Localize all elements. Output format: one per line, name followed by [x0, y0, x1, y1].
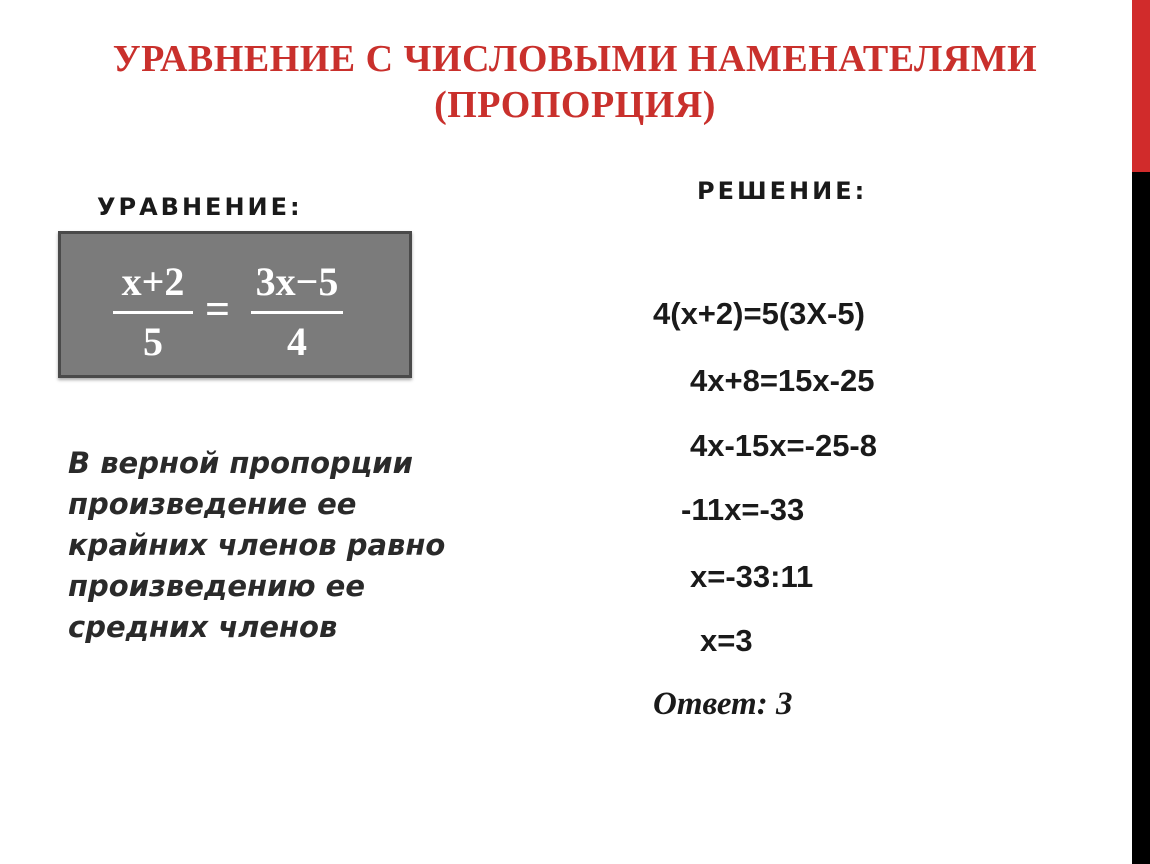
- equals-sign: =: [205, 285, 231, 334]
- title-line-2: (ПРОПОРЦИЯ): [434, 84, 716, 126]
- solution-step: 4x-15x=-25-8: [690, 428, 877, 463]
- rule-line: крайних членов равно: [68, 528, 446, 562]
- answer: Ответ: 3: [653, 686, 793, 722]
- title-line-1: УРАВНЕНИЕ С ЧИСЛОВЫМИ НАМЕНАТЕЛЯМИ: [112, 38, 1038, 80]
- rule-line: произведение ее: [68, 487, 357, 521]
- rule-line: В верной пропорции: [68, 446, 413, 480]
- right-numerator: 3x−5: [255, 259, 339, 304]
- solution-step: 4x+8=15x-25: [690, 363, 875, 398]
- left-fraction: [113, 258, 193, 365]
- side-accent-black: [1132, 172, 1150, 864]
- solution-label: РЕШЕНИЕ:: [697, 177, 868, 205]
- right-fraction-bar: [251, 311, 343, 314]
- left-numerator: x+2: [121, 259, 185, 304]
- rule-line: средних членов: [68, 610, 338, 644]
- right-denominator: 4: [287, 319, 307, 364]
- left-denominator: 5: [143, 319, 163, 364]
- slide-title: [80, 36, 1070, 128]
- right-fraction: [251, 258, 343, 365]
- side-accent-red: [1132, 0, 1150, 172]
- rule-line: произведению ее: [68, 569, 365, 603]
- proportion-rule: [68, 443, 468, 648]
- solution-step: x=-33:11: [690, 559, 814, 594]
- solution-step: -11x=-33: [681, 492, 805, 527]
- equation-label: УРАВНЕНИЕ:: [97, 193, 303, 221]
- solution-step: x=3: [700, 623, 753, 658]
- equation-box: [58, 231, 412, 378]
- left-fraction-bar: [113, 311, 193, 314]
- solution-step: 4(x+2)=5(3X-5): [653, 296, 865, 331]
